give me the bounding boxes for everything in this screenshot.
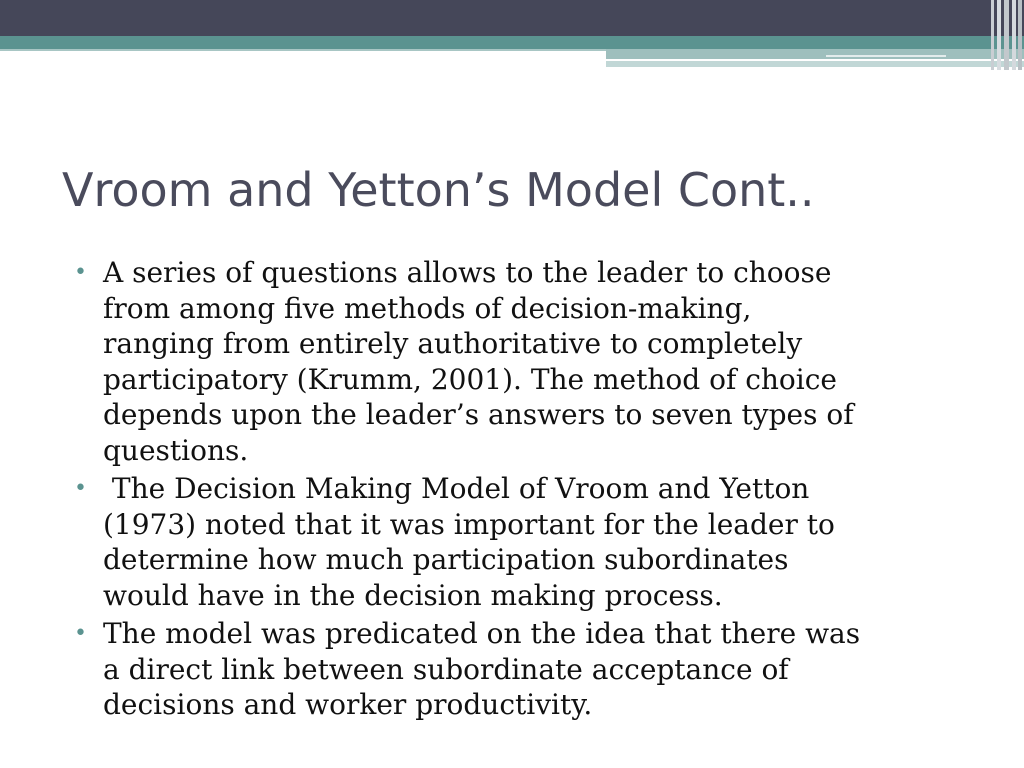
header-vertical-bar — [997, 0, 1001, 70]
header-light-line — [0, 49, 606, 51]
bullet-line: a direct link between subordinate acceptance of — [103, 652, 789, 686]
header-vertical-bar — [1012, 0, 1016, 70]
bullet-line: would have in the decision making process. — [103, 578, 723, 612]
bullet-line: participatory (Krumm, 2001). The method of choice — [103, 362, 837, 396]
slide-title: Vroom and Yetton’s Model Cont.. — [62, 163, 815, 217]
header-stripe — [826, 55, 946, 57]
bullet-list — [74, 255, 974, 726]
bullet-line: depends upon the leader’s answers to seven types of — [103, 398, 854, 431]
bullet-line: The Decision Making Model of Vroom and Yetton — [103, 472, 810, 505]
header-stripe — [606, 61, 1024, 67]
bullet-line: from among five methods of decision-making, — [103, 291, 752, 325]
bullet-dot-icon: • — [74, 476, 87, 501]
bullet-line: ranging from entirely authoritative to completely — [103, 327, 803, 360]
bullet-text — [103, 471, 974, 613]
header-stripe — [606, 49, 1024, 59]
bullet-dot-icon: • — [74, 621, 87, 646]
bullet-line: determine how much participation subordinates — [103, 543, 789, 576]
bullet-item — [74, 471, 974, 613]
bullet-text — [103, 255, 974, 468]
header-vertical-bar — [1018, 0, 1022, 70]
bullet-line: decisions and worker productivity. — [103, 688, 593, 721]
bullet-line: (1973) noted that it was important for the leader to — [103, 507, 835, 541]
bullet-dot-icon: • — [74, 260, 87, 285]
bullet-item — [74, 255, 974, 468]
bullet-text — [103, 616, 974, 723]
header-teal-band — [0, 36, 1024, 49]
header-vertical-bar — [1004, 0, 1009, 70]
header-vertical-bar — [991, 0, 994, 70]
bullet-line: questions. — [103, 433, 249, 467]
bullet-line: A series of questions allows to the leader to choose — [103, 256, 832, 289]
header-dark-band — [0, 0, 1024, 36]
bullet-item — [74, 616, 974, 723]
bullet-line: The model was predicated on the idea that there was — [103, 617, 861, 650]
